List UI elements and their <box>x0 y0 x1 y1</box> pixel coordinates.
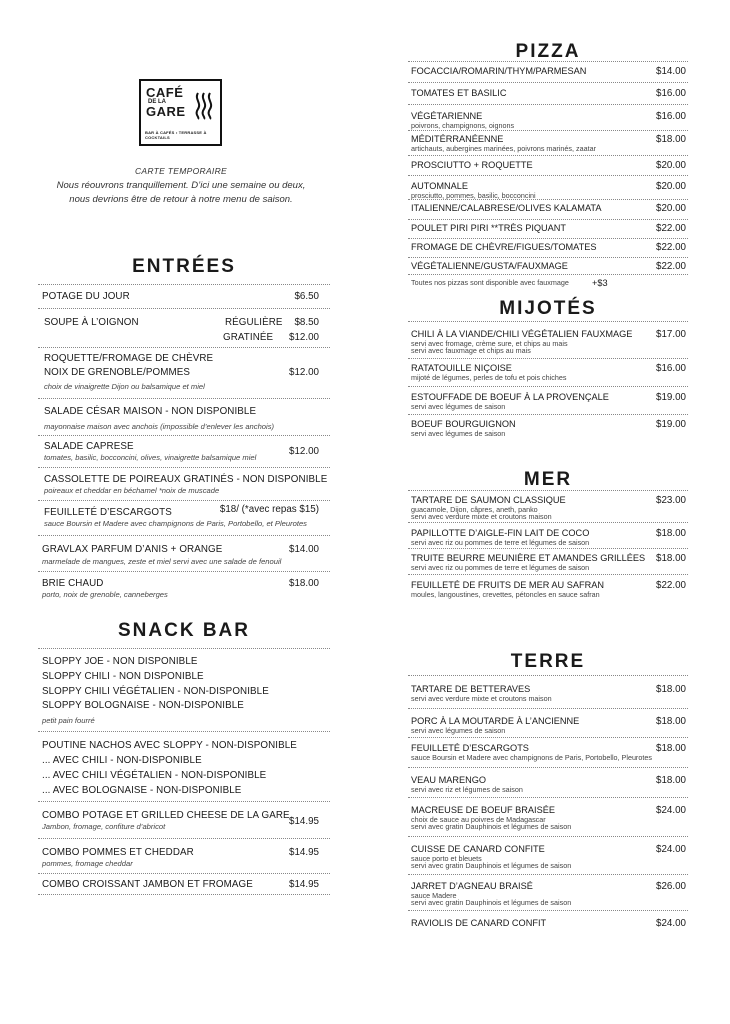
menu-item-desc: servi avec légumes de saison <box>411 429 506 438</box>
divider <box>408 130 688 131</box>
menu-item-price: $19.00 <box>656 392 686 403</box>
menu-item-price: $18.00 <box>656 134 686 145</box>
pizza-title: PIZZA <box>515 41 581 62</box>
menu-item-desc: servi avec riz ou pommes de terre et légumes de saison <box>411 538 590 547</box>
menu-item-name: ROQUETTE/FROMAGE DE CHÈVRE <box>44 353 214 364</box>
divider <box>408 836 688 837</box>
divider <box>408 490 688 491</box>
divider <box>408 358 688 359</box>
menu-item-name: MACREUSE DE BOEUF BRAISÉE <box>411 805 555 815</box>
divider <box>38 284 330 285</box>
menu-item-desc: choix de vinaigrette Dijon ou balsamique et miel <box>44 382 205 391</box>
divider <box>408 274 688 275</box>
divider <box>38 347 330 348</box>
menu-item-name: FOCACCIA/ROMARIN/THYM/PARMESAN <box>411 66 587 76</box>
divider <box>408 737 688 738</box>
menu-item-name: GRAVLAX PARFUM D’ANIS + ORANGE <box>42 544 223 555</box>
menu-item-desc: poireaux et cheddar en béchamel *noix de muscade <box>44 486 220 495</box>
divider <box>408 708 688 709</box>
menu-item-name: SALADE CÉSAR MAISON - NON DISPONIBLE <box>44 406 257 417</box>
divider <box>408 61 688 62</box>
menu-item-desc: sauce Madere <box>411 891 457 900</box>
menu-item-name: BOEUF BOURGUIGNON <box>411 419 516 429</box>
menu-item-desc: prosciutto, pommes, basilic, bocconcini <box>411 191 536 200</box>
menu-item-desc: moules, langoustines, crevettes, pétoncles en sauce safran <box>411 590 600 599</box>
divider <box>408 219 688 220</box>
menu-item-desc: servi avec gratin Dauphinois et légumes de saison <box>411 822 572 831</box>
menu-item-price: $14.95 <box>289 879 319 890</box>
menu-item-name: MÉDITÉRRANÉENNE <box>411 134 504 144</box>
menu-item-name: BRIE CHAUD <box>42 578 104 589</box>
menu-item-price: $22.00 <box>656 223 686 234</box>
menu-item-name: SLOPPY BOLOGNAISE - NON-DISPONIBLE <box>42 700 244 711</box>
menu-item-name: PROSCIUTTO + ROQUETTE <box>411 160 533 170</box>
menu-item-name: RATATOUILLE NIÇOISE <box>411 363 512 373</box>
divider <box>38 648 330 649</box>
menu-item-price: $8.50 <box>294 317 319 328</box>
menu-item-name: POUTINE NACHOS AVEC SLOPPY - NON-DISPONIBLE <box>42 740 297 751</box>
divider <box>408 797 688 798</box>
menu-item-name: FEUILLETÉ D’ESCARGOTS <box>44 507 172 518</box>
menu-item-desc: guacamole, Dijon, câpres, aneth, panko <box>411 505 538 514</box>
menu-item-price: $18.00 <box>656 684 686 695</box>
divider <box>38 873 330 874</box>
divider <box>408 910 688 911</box>
divider <box>38 435 330 436</box>
menu-item-name: VEAU MARENGO <box>411 775 487 785</box>
menu-item-price: $23.00 <box>656 495 686 506</box>
menu-item-name: JARRET D’AGNEAU BRAISÉ <box>411 881 533 891</box>
mijotes-title: MIJOTÉS <box>499 298 597 319</box>
menu-item-price: $19.00 <box>656 419 686 430</box>
divider <box>38 801 330 802</box>
menu-item-price: $14.95 <box>289 816 319 827</box>
menu-item-price: $18.00 <box>656 743 686 754</box>
menu-item-name: TOMATES ET BASILIC <box>411 88 507 98</box>
menu-item-desc: servi avec légumes de saison <box>411 726 506 735</box>
menu-item-price: $14.95 <box>289 847 319 858</box>
menu-item-desc: mayonnaise maison avec anchois (impossible d’enlever les anchois) <box>44 422 275 431</box>
menu-item-option: RÉGULIÈRE <box>225 317 283 328</box>
divider <box>408 175 688 176</box>
mer-title: MER <box>523 469 573 490</box>
menu-item-name: SLOPPY JOE - NON DISPONIBLE <box>42 656 198 667</box>
menu-item-desc: mijoté de légumes, perles de tofu et pois chiches <box>411 373 567 382</box>
pizza-note-price: +$3 <box>592 278 608 288</box>
menu-item-desc: servi avec riz et légumes de saison <box>411 785 523 794</box>
menu-item-price: $12.00 <box>289 367 319 378</box>
menu-item-price: $18.00 <box>656 775 686 786</box>
divider <box>408 321 688 322</box>
menu-item-desc: tomates, basilic, bocconcini, olives, vinaigrette balsamique miel <box>44 453 257 462</box>
divider <box>38 500 330 501</box>
divider <box>408 414 688 415</box>
divider <box>38 308 330 309</box>
logo-line2: DE LA <box>148 99 166 105</box>
menu-item-price: $24.00 <box>656 918 686 929</box>
menu-item-option: GRATINÉE <box>223 332 274 343</box>
divider <box>408 104 688 105</box>
divider <box>408 522 688 523</box>
menu-item-name: FROMAGE DE CHÈVRE/FIGUES/TOMATES <box>411 242 597 252</box>
entrees-title: ENTRÉES <box>132 256 236 277</box>
menu-item-desc: poivrons, champignons, oignons <box>411 121 515 130</box>
menu-item-name: ITALIENNE/CALABRESE/OLIVES KALAMATA <box>411 203 602 213</box>
menu-item-price: $16.00 <box>656 111 686 122</box>
menu-item-name: PORC À LA MOUTARDE À L’ANCIENNE <box>411 716 580 726</box>
divider <box>38 467 330 468</box>
divider <box>408 386 688 387</box>
menu-item-name: TARTARE DE SAUMON CLASSIQUE <box>411 495 566 505</box>
divider <box>408 82 688 83</box>
divider <box>38 398 330 399</box>
logo-tagline: BAR À CAFÉS • TERRASSE À COCKTAILS <box>145 130 207 140</box>
divider <box>38 894 330 895</box>
menu-item-desc: servi avec fromage, crème sure, et chips au mais <box>411 339 568 348</box>
menu-item-name: TARTARE DE BETTERAVES <box>411 684 531 694</box>
menu-item-desc: sauce Boursin et Madere avec champignons de Paris, Portobello, et Pleurotes <box>44 519 307 528</box>
menu-item-desc: servi avec gratin Dauphinois et légumes de saison <box>411 861 572 870</box>
divider <box>408 767 688 768</box>
menu-item-name: CASSOLETTE DE POIREAUX GRATINÉS - NON DISPONIBLE <box>44 474 328 485</box>
menu-item-name: RAVIOLIS DE CANARD CONFIT <box>411 918 547 928</box>
divider <box>408 199 688 200</box>
logo-wordmark <box>146 87 186 118</box>
menu-item-name: POULET PIRI PIRI **TRÈS PIQUANT <box>411 223 567 233</box>
menu-item-name: FEUILLETÉ D’ESCARGOTS <box>411 743 529 753</box>
snack-title: SNACK BAR <box>118 620 250 641</box>
logo-line3: GARE <box>146 104 186 119</box>
menu-item-name: ESTOUFFADE DE BOEUF À LA PROVENÇALE <box>411 392 609 402</box>
menu-item-name: ... AVEC CHILI - NON-DISPONIBLE <box>42 755 202 766</box>
menu-item-price: $16.00 <box>656 88 686 99</box>
menu-item-price: $17.00 <box>656 329 686 340</box>
menu-item-desc: petit pain fourré <box>42 716 95 725</box>
menu-item-desc: servi avec riz ou pommes de terre et légumes de saison <box>411 563 590 572</box>
menu-item-desc: choix de sauce au poivres de Madagascar <box>411 815 546 824</box>
menu-item-price: $18.00 <box>289 578 319 589</box>
menu-item-desc: sauce porto et bleuets <box>411 854 482 863</box>
menu-item-price: $22.00 <box>656 242 686 253</box>
divider <box>408 155 688 156</box>
menu-item-price: $12.00 <box>289 332 319 343</box>
divider <box>408 238 688 239</box>
menu-item-name: AUTOMNALE <box>411 181 469 191</box>
logo-line1: CAFÉ <box>146 85 184 100</box>
menu-item-desc: servi avec fauxmage et chips au mais <box>411 346 531 355</box>
menu-item-price: $22.00 <box>656 580 686 591</box>
menu-item-name: COMBO CROISSANT JAMBON ET FROMAGE <box>42 879 253 890</box>
menu-item-price: $16.00 <box>656 363 686 374</box>
menu-item-name: VÉGÉTALIENNE/GUSTA/FAUXMAGE <box>411 261 568 271</box>
terre-title: TERRE <box>510 651 586 672</box>
divider <box>408 874 688 875</box>
menu-item-name: ... AVEC CHILI VÉGÉTALIEN - NON-DISPONIBLE <box>42 770 267 781</box>
menu-item-price: $22.00 <box>656 261 686 272</box>
menu-item-desc: Jambon, fromage, confiture d’abricot <box>42 822 166 831</box>
menu-item-desc: porto, noix de grenoble, canneberges <box>42 590 168 599</box>
menu-item-name: CHILI À LA VIANDE/CHILI VÉGÉTALIEN FAUXMAGE <box>411 329 633 339</box>
menu-item-price: $24.00 <box>656 844 686 855</box>
menu-item-price: $14.00 <box>289 544 319 555</box>
menu-item-name: NOIX DE GRENOBLE/POMMES <box>44 367 191 378</box>
pizza-note: Toutes nos pizzas sont disponible avec fauxmage <box>411 278 569 287</box>
intro-block <box>52 164 310 208</box>
menu-item-desc: servi avec gratin Dauphinois et légumes de saison <box>411 898 572 907</box>
menu-item-price: $26.00 <box>656 881 686 892</box>
divider <box>408 548 688 549</box>
cafe-logo <box>139 79 222 146</box>
menu-item-desc: servi avec verdure mixte et croutons maison <box>411 512 552 521</box>
menu-item-name: CUISSE DE CANARD CONFITE <box>411 844 545 854</box>
divider <box>408 257 688 258</box>
menu-item-price: $18.00 <box>656 716 686 727</box>
intro-text: Nous réouvrons tranquillement. D’ici une semaine ou deux, nous devrions être de retour à notre menu de saison. <box>56 179 306 205</box>
menu-item-desc: sauce Boursin et Madere avec champignons de Paris, Portobello, Pleurotes <box>411 753 652 762</box>
menu-item-price: $24.00 <box>656 805 686 816</box>
menu-item-name: PAPILLOTTE D’AIGLE-FIN LAIT DE COCO <box>411 528 590 538</box>
menu-item-desc: pommes, fromage cheddar <box>42 859 133 868</box>
divider <box>38 731 330 732</box>
menu-item-name: POTAGE DU JOUR <box>42 291 130 302</box>
menu-item-name: ... AVEC BOLOGNAISE - NON-DISPONIBLE <box>42 785 242 796</box>
divider <box>408 574 688 575</box>
menu-item-price: $20.00 <box>656 181 686 192</box>
divider <box>38 535 330 536</box>
divider <box>408 675 688 676</box>
menu-item-name: VÉGÉTARIENNE <box>411 111 483 121</box>
divider <box>38 838 330 839</box>
intro-title: CARTE TEMPORAIRE <box>134 166 228 176</box>
menu-item-price: $12.00 <box>289 446 319 457</box>
menu-item-name: COMBO POTAGE ET GRILLED CHEESE DE LA GARE <box>42 810 290 821</box>
menu-item-price: $20.00 <box>656 160 686 171</box>
menu-item-name: TRUITE BEURRE MEUNIÈRE ET AMANDES GRILLÉES <box>411 553 646 563</box>
menu-item-price: $14.00 <box>656 66 686 77</box>
menu-item-name: FEUILLETÉ DE FRUITS DE MER AU SAFRAN <box>411 580 604 590</box>
menu-item-price: $6.50 <box>294 291 319 302</box>
menu-item-name: SLOPPY CHILI - NON DISPONIBLE <box>42 671 204 682</box>
menu-item-price: $18.00 <box>656 553 686 564</box>
menu-item-name: COMBO POMMES ET CHEDDAR <box>42 847 194 858</box>
divider <box>38 571 330 572</box>
menu-item-name: SALADE CAPRESE <box>44 441 134 452</box>
menu-item-price: $18.00 <box>656 528 686 539</box>
menu-item-desc: artichauts, aubergines marinées, poivrons marinés, zaatar <box>411 144 596 153</box>
menu-item-name: SLOPPY CHILI VÉGÉTALIEN - NON-DISPONIBLE <box>42 686 269 697</box>
menu-item-price: $18/ (*avec repas $15) <box>219 504 319 515</box>
menu-item-desc: servi avec verdure mixte et croutons maison <box>411 694 552 703</box>
steam-waves-icon <box>194 91 214 121</box>
menu-item-price: $20.00 <box>656 203 686 214</box>
menu-item-desc: marmelade de mangues, zeste et miel servi avec une salade de fenouil <box>42 557 282 566</box>
menu-item-name: SOUPE À L’OIGNON <box>44 317 139 328</box>
menu-item-desc: servi avec légumes de saison <box>411 402 506 411</box>
